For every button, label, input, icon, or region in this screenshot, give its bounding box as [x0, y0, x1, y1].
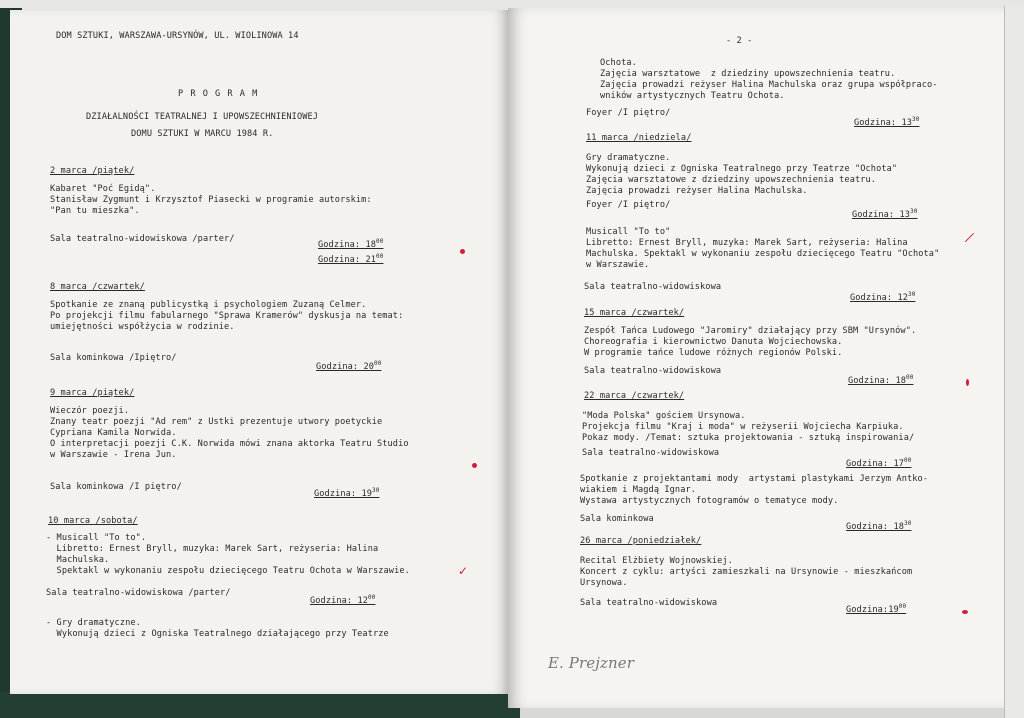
event-line: Projekcja filmu "Kraj i moda" w reżyserii Wojciecha Karpiuka.	[582, 422, 904, 432]
document-header: DOM SZTUKI, WARSZAWA-URSYNÓW, UL. WIOLINOWA 14	[56, 31, 299, 41]
event-time: Godzina: $21^{00}$	[318, 253, 384, 265]
event-line: Stanisław Zygmunt i Krzysztof Piasecki w programie autorskim:	[50, 195, 372, 205]
event-line: Machulska. Spektakl w wykonaniu zespołu dziecięcego Teatru "Ochota"	[586, 249, 940, 259]
event-venue: Foyer /I piętro/	[586, 200, 671, 210]
event-venue: Sala teatralno-widowiskowa /parter/	[46, 588, 231, 598]
event-line: Ursynowa.	[580, 578, 628, 588]
right-page	[508, 8, 1004, 708]
event-line: Musicall "To to"	[586, 227, 671, 237]
program-subtitle: DZIAŁALNOŚCI TEATRALNEJ I UPOWSZECHNIENIOWEJ	[86, 112, 319, 122]
event-time: Godzina: $13^{30}$	[852, 208, 918, 220]
event-date: 2 marca /piątek/	[50, 166, 135, 176]
event-venue: Sala kominkowa /Ipiętro/	[50, 353, 177, 363]
event-line: wiakiem i Magdą Ignar.	[580, 485, 697, 495]
event-date: 8 marca /czwartek/	[50, 282, 145, 292]
event-date: 9 marca /piątek/	[50, 388, 135, 398]
event-venue: Foyer /I piętro/	[586, 108, 671, 118]
event-line: Machulska.	[46, 555, 110, 565]
event-line: umiejętności współżycia w rodzinie.	[50, 322, 235, 332]
event-line: Zajęcia prowadzi reżyser Halina Machulska.	[586, 186, 808, 196]
event-line: Zajęcia warsztatowe z dziedziny upowszechnienia teatru.	[586, 175, 877, 185]
event-line: - Musicall "To to".	[46, 533, 147, 543]
page-number: - 2 -	[726, 36, 753, 46]
event-line: "Moda Polska" gościem Ursynowa.	[582, 411, 746, 421]
event-line: Spektakl w wykonaniu zespołu dziecięcego Teatru Ochota w Warszawie.	[46, 566, 410, 576]
event-line: Spotkanie z projektantami mody artystami plastykami Jerzym Antko-	[580, 474, 929, 484]
event-line: Po projekcji filmu fabularnego "Sprawa Kramerów" dyskusja na temat:	[50, 311, 404, 321]
red-mark-dot	[966, 379, 969, 386]
event-line: Spotkanie ze znaną publicystką i psychologiem Zuzaną Celmer.	[50, 300, 367, 310]
program-period: DOMU SZTUKI W MARCU 1984 R.	[131, 129, 274, 139]
event-line: Ochota.	[600, 58, 637, 68]
event-line: w Warszawie.	[586, 260, 650, 270]
red-mark-dot	[460, 249, 465, 254]
event-venue: Sala teatralno-widowiskowa	[584, 282, 722, 292]
event-line: Zajęcia warsztatowe z dziedziny upowszechnienia teatru.	[600, 69, 896, 79]
handwritten-signature: E. Prejzner	[548, 654, 634, 672]
event-line: W programie tańce ludowe różnych regionów Polski.	[584, 348, 843, 358]
event-time: Godzina: $12^{30}$	[850, 291, 916, 303]
event-venue: Sala kominkowa /I piętro/	[50, 482, 182, 492]
event-time: Godzina: $18^{30}$	[846, 520, 912, 532]
event-line: - Gry dramatyczne.	[46, 618, 141, 628]
event-time: Godzina: $17^{00}$	[846, 457, 912, 469]
event-line: Zajęcia prowadzi reżyser Halina Machulska oraz grupa współpraco-	[600, 80, 938, 90]
event-time: Godzina: $18^{00}$	[848, 374, 914, 386]
event-venue: Sala teatralno-widowiskowa /parter/	[50, 234, 235, 244]
book-cover-bottom	[0, 692, 520, 718]
event-line: w Warszawie - Irena Jun.	[50, 450, 177, 460]
event-time: Godzina: $18^{00}$	[318, 238, 384, 250]
red-mark-dot	[962, 610, 968, 614]
program-title: P R O G R A M	[178, 89, 259, 99]
event-line: Znany teatr poezji "Ad rem" z Ustki prezentuje utwory poetyckie	[50, 417, 383, 427]
event-time: $Godzina:19^{00}$	[846, 603, 907, 615]
left-page	[10, 10, 508, 694]
event-line: Recital Elżbiety Wojnowskiej.	[580, 556, 733, 566]
event-line: O interpretacji poezji C.K. Norwida mówi znana aktorka Teatru Studio	[50, 439, 409, 449]
event-time: Godzina: $19^{30}$	[314, 487, 380, 499]
event-venue: Sala kominkowa	[580, 514, 654, 524]
red-checkmark-icon: ✓	[458, 564, 469, 578]
event-line: Cypriana Kamila Norwida.	[50, 428, 177, 438]
event-venue: Sala teatralno-widowiskowa	[580, 598, 718, 608]
event-time: Godzina: $12^{00}$	[310, 594, 376, 606]
event-date: 22 marca /czwartek/	[584, 391, 685, 401]
red-mark-dot	[472, 463, 477, 468]
event-date: 11 marca /niedziela/	[586, 133, 692, 143]
event-time: Godzina: $13^{30}$	[854, 116, 920, 128]
event-line: Wykonują dzieci z Ogniska Teatralnego działającego przy Teatrze	[46, 629, 389, 639]
event-line: Kabaret "Poć Egidą".	[50, 184, 156, 194]
event-venue: Sala teatralno-widowiskowa	[584, 366, 722, 376]
event-line: Zespół Tańca Ludowego "Jaromiry" działający przy SBM "Ursynów".	[584, 326, 917, 336]
event-date: 26 marca /poniedziałek/	[580, 536, 702, 546]
page-edge-right	[1004, 6, 1024, 718]
event-line: Pokaz mody. /Temat: sztuka projektowania - sztuką inspirowania/	[582, 433, 915, 443]
event-line: Choreografia i kierownictwo Danuta Wojciechowska.	[584, 337, 843, 347]
event-date: 15 marca /czwartek/	[584, 308, 685, 318]
event-line: Wieczór poezji.	[50, 406, 130, 416]
red-mark-icon: |	[963, 230, 977, 244]
event-line: Libretto: Ernest Bryll, muzyka: Marek Sart, reżyseria: Halina	[586, 238, 908, 248]
event-line: Gry dramatyczne.	[586, 153, 671, 163]
event-line: Wykonują dzieci z Ogniska Teatralnego przy Teatrze "Ochota"	[586, 164, 898, 174]
event-line: "Pan tu mieszka".	[50, 206, 140, 216]
event-date: 10 marca /sobota/	[48, 516, 138, 526]
event-time: Godzina: $20^{00}$	[316, 360, 382, 372]
event-line: Wystawa artystycznych fotogramów o tematyce mody.	[580, 496, 839, 506]
event-line: wników artystycznych Teatru Ochota.	[600, 91, 785, 101]
event-line: Libretto: Ernest Bryll, muzyka: Marek Sart, reżyseria: Halina	[46, 544, 379, 554]
event-venue: Sala teatralno-widowiskowa	[582, 448, 720, 458]
event-line: Koncert z cyklu: artyści zamieszkali na Ursynowie - mieszkańcom	[580, 567, 913, 577]
